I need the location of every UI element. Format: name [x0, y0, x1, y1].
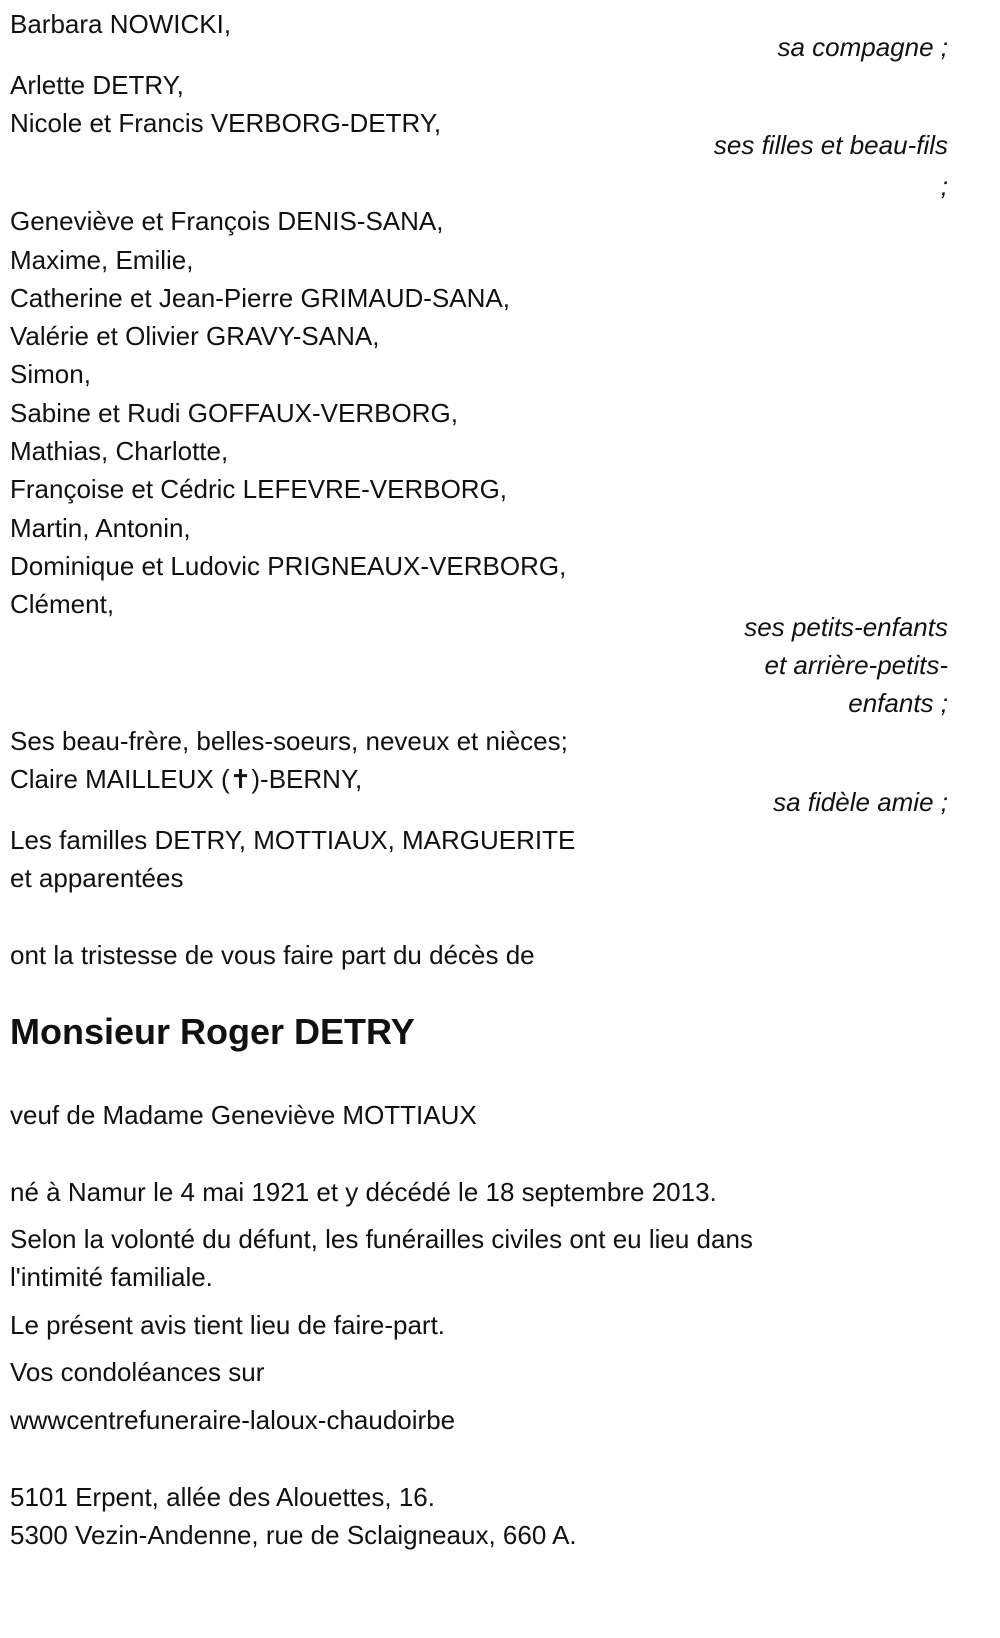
family-member: Martin, Antonin, [10, 513, 191, 543]
family-member: Clément, [10, 589, 115, 619]
relation-label: ; [940, 171, 948, 201]
family-member: Françoise et Cédric LEFEVRE-VERBORG, [10, 474, 508, 504]
family-member: Barbara NOWICKI, [10, 9, 232, 39]
funeral-info: Selon la volonté du défunt, les funérailles civiles ont eu lieu dans [10, 1224, 753, 1254]
relation-label: ses petits-enfants [744, 612, 948, 642]
family-member: Simon, [10, 359, 91, 389]
family-member: Dominique et Ludovic PRIGNEAUX-VERBORG, [10, 551, 567, 581]
family-member: Les familles DETRY, MOTTIAUX, MARGUERITE [10, 825, 576, 855]
notice-statement: Le présent avis tient lieu de faire-part. [10, 1310, 446, 1340]
relation-label: sa compagne ; [777, 32, 948, 62]
announcement: ont la tristesse de vous faire part du décès de [10, 940, 535, 970]
relation-label: enfants ; [848, 688, 948, 718]
funeral-info-cont: l'intimité familiale. [10, 1262, 213, 1292]
family-member: Nicole et Francis VERBORG-DETRY, [10, 108, 442, 138]
relation-label: et arrière-petits- [764, 650, 948, 680]
family-member: Valérie et Olivier GRAVY-SANA, [10, 321, 380, 351]
family-member: Sabine et Rudi GOFFAUX-VERBORG, [10, 398, 458, 428]
family-member: Ses beau-frère, belles-soeurs, neveux et nièces; [10, 726, 568, 756]
address: 5101 Erpent, allée des Alouettes, 16. [10, 1482, 435, 1512]
condolences-label: Vos condoléances sur [10, 1357, 265, 1387]
address: 5300 Vezin-Andenne, rue de Sclaigneaux, 660 A. [10, 1520, 577, 1550]
family-member: Arlette DETRY, [10, 70, 184, 100]
condolences-website[interactable]: wwwcentrefuneraire-laloux-chaudoirbe [10, 1405, 456, 1435]
widower-of: veuf de Madame Geneviève MOTTIAUX [10, 1100, 477, 1130]
birth-death-line: né à Namur le 4 mai 1921 et y décédé le 18 septembre 2013. [10, 1177, 717, 1207]
family-member: Geneviève et François DENIS-SANA, [10, 206, 444, 236]
deceased-name: Monsieur Roger DETRY [10, 1011, 415, 1052]
relation-label: ses filles et beau-fils [713, 130, 948, 160]
family-member: et apparentées [10, 863, 184, 893]
family-member: Catherine et Jean-Pierre GRIMAUD-SANA, [10, 283, 510, 313]
family-member: Claire MAILLEUX (✝)-BERNY, [10, 764, 363, 794]
family-member: Mathias, Charlotte, [10, 436, 229, 466]
family-member: Maxime, Emilie, [10, 245, 194, 275]
relation-label: sa fidèle amie ; [773, 787, 948, 817]
